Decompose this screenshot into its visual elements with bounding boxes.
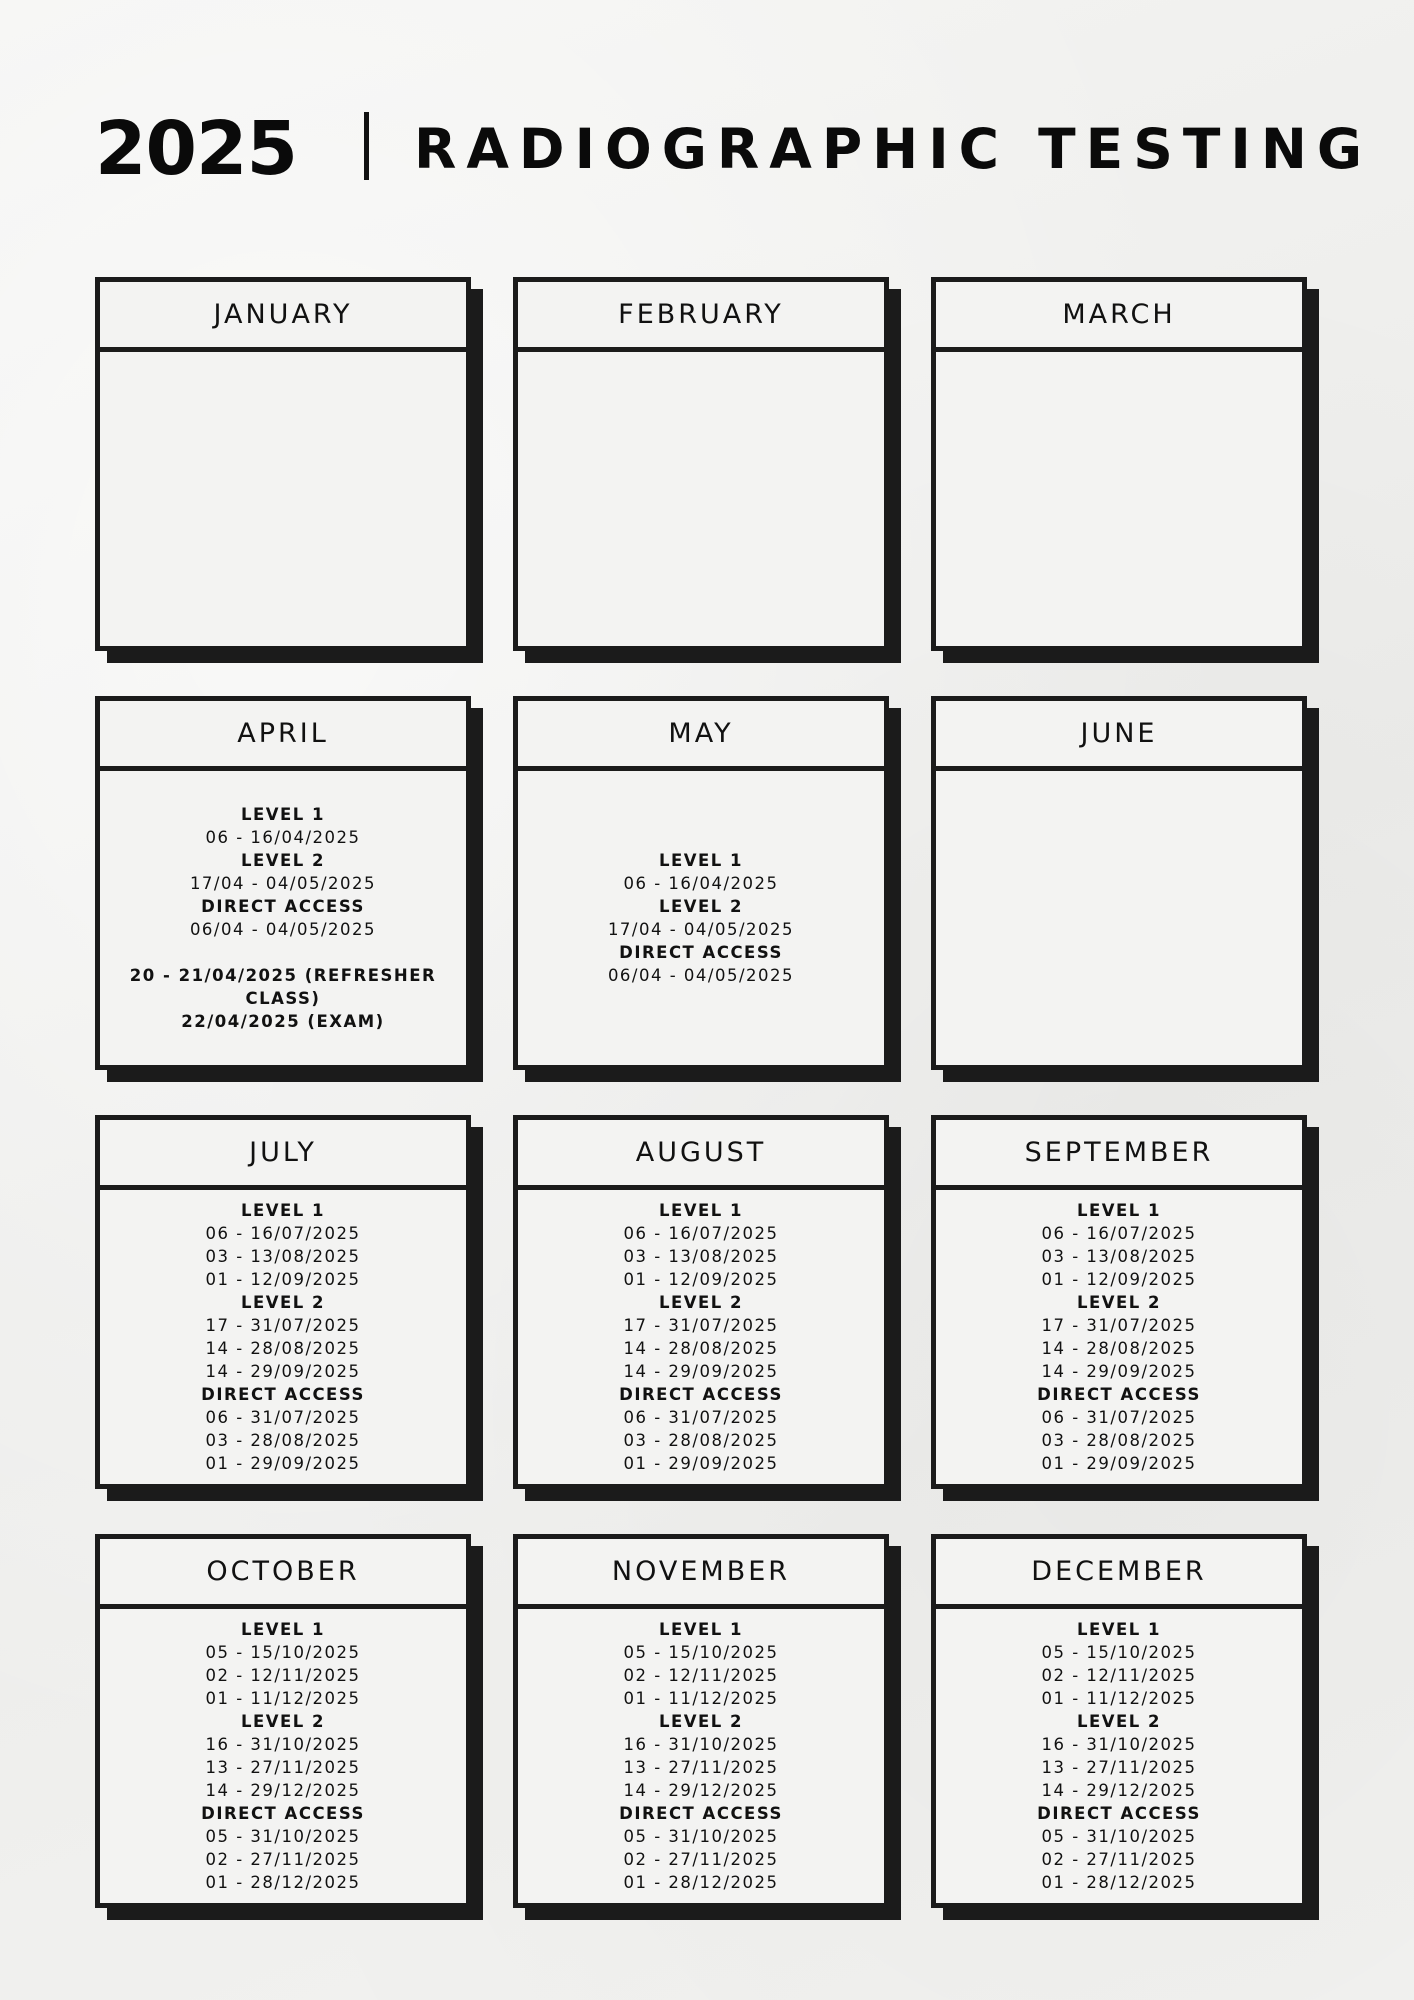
month-card-june: [931, 696, 1307, 1070]
schedule-heading: LEVEL 2: [240, 1712, 326, 1731]
schedule-date: 01 - 29/09/2025: [623, 1454, 779, 1473]
schedule-date: 17/04 - 04/05/2025: [189, 874, 377, 893]
schedule-heading: DIRECT ACCESS: [1037, 1804, 1201, 1823]
month-title: AUGUST: [518, 1120, 884, 1190]
schedule-date: 03 - 28/08/2025: [623, 1431, 779, 1450]
schedule-date: 06/04 - 04/05/2025: [189, 920, 377, 939]
schedule-date: 05 - 31/10/2025: [205, 1827, 361, 1846]
schedule-heading: LEVEL 1: [240, 1620, 326, 1639]
schedule-date: 14 - 29/09/2025: [1041, 1362, 1197, 1381]
month-card-january: [95, 277, 471, 651]
schedule-date: 06 - 16/07/2025: [1041, 1224, 1197, 1243]
card-box: [95, 1534, 471, 1908]
page-title: RADIOGRAPHIC TESTING: [414, 117, 1373, 181]
schedule-heading: LEVEL 2: [1076, 1712, 1162, 1731]
page-header: [0, 0, 1414, 200]
schedule-date: 01 - 11/12/2025: [623, 1689, 779, 1708]
schedule-date: 01 - 28/12/2025: [205, 1873, 361, 1892]
schedule-date: 02 - 27/11/2025: [1041, 1850, 1197, 1869]
month-card-april: [95, 696, 471, 1070]
schedule-heading: LEVEL 2: [1076, 1293, 1162, 1312]
card-box: [513, 696, 889, 1070]
schedule-heading: CLASS): [245, 989, 321, 1008]
schedule-date: 14 - 29/09/2025: [623, 1362, 779, 1381]
schedule-date: 13 - 27/11/2025: [623, 1758, 779, 1777]
schedule-date: 06 - 31/07/2025: [1041, 1408, 1197, 1427]
schedule-heading: LEVEL 2: [658, 1712, 744, 1731]
schedule-date: 14 - 28/08/2025: [1041, 1339, 1197, 1358]
schedule-heading: LEVEL 1: [658, 1201, 744, 1220]
schedule-date: 02 - 12/11/2025: [623, 1666, 779, 1685]
schedule-date: 13 - 27/11/2025: [1041, 1758, 1197, 1777]
schedule-date: 03 - 28/08/2025: [1041, 1431, 1197, 1450]
month-schedule: [518, 1609, 884, 1903]
schedule-heading: DIRECT ACCESS: [201, 1804, 365, 1823]
header-divider: [364, 112, 369, 180]
month-card-december: [931, 1534, 1307, 1908]
schedule-date: 06 - 16/07/2025: [623, 1224, 779, 1243]
schedule-heading: LEVEL 2: [240, 851, 326, 870]
card-box: [931, 277, 1307, 651]
card-box: [95, 696, 471, 1070]
schedule-heading: LEVEL 1: [658, 1620, 744, 1639]
schedule-heading: LEVEL 1: [658, 851, 744, 870]
schedule-date: 03 - 13/08/2025: [1041, 1247, 1197, 1266]
month-schedule: [518, 771, 884, 1065]
schedule-date: 01 - 11/12/2025: [1041, 1689, 1197, 1708]
schedule-date: 06 - 16/04/2025: [623, 874, 779, 893]
schedule-date: 01 - 12/09/2025: [205, 1270, 361, 1289]
month-title: JANUARY: [100, 282, 466, 352]
schedule-heading: LEVEL 1: [240, 1201, 326, 1220]
schedule-date: 02 - 27/11/2025: [623, 1850, 779, 1869]
card-box: [931, 1115, 1307, 1489]
schedule-date: 02 - 27/11/2025: [205, 1850, 361, 1869]
year-heading: 2025: [95, 106, 297, 192]
card-box: [95, 277, 471, 651]
schedule-date: 17 - 31/07/2025: [623, 1316, 779, 1335]
schedule-date: 05 - 15/10/2025: [623, 1643, 779, 1662]
card-box: [95, 1115, 471, 1489]
schedule-date: 14 - 29/12/2025: [623, 1781, 779, 1800]
schedule-heading: LEVEL 2: [240, 1293, 326, 1312]
schedule-date: 17/04 - 04/05/2025: [607, 920, 795, 939]
schedule-heading: LEVEL 1: [1076, 1201, 1162, 1220]
month-title: FEBRUARY: [518, 282, 884, 352]
schedule-heading: LEVEL 1: [1076, 1620, 1162, 1639]
schedule-date: 14 - 29/12/2025: [1041, 1781, 1197, 1800]
month-title: NOVEMBER: [518, 1539, 884, 1609]
schedule-date: 05 - 15/10/2025: [205, 1643, 361, 1662]
month-card-august: [513, 1115, 889, 1489]
month-title: MAY: [518, 701, 884, 771]
schedule-heading: DIRECT ACCESS: [201, 1385, 365, 1404]
schedule-date: 02 - 12/11/2025: [1041, 1666, 1197, 1685]
month-schedule: [936, 1190, 1302, 1484]
schedule-date: 03 - 28/08/2025: [205, 1431, 361, 1450]
month-schedule: [100, 352, 466, 646]
schedule-date: 05 - 15/10/2025: [1041, 1643, 1197, 1662]
month-title: SEPTEMBER: [936, 1120, 1302, 1190]
schedule-date: 14 - 28/08/2025: [205, 1339, 361, 1358]
schedule-heading: DIRECT ACCESS: [619, 943, 783, 962]
schedule-date: 06 - 31/07/2025: [623, 1408, 779, 1427]
month-title: APRIL: [100, 701, 466, 771]
month-card-may: [513, 696, 889, 1070]
month-card-march: [931, 277, 1307, 651]
schedule-date: 05 - 31/10/2025: [1041, 1827, 1197, 1846]
month-card-september: [931, 1115, 1307, 1489]
card-box: [513, 1534, 889, 1908]
schedule-date: 01 - 28/12/2025: [623, 1873, 779, 1892]
schedule-date: 17 - 31/07/2025: [205, 1316, 361, 1335]
month-title: MARCH: [936, 282, 1302, 352]
month-card-february: [513, 277, 889, 651]
month-schedule: [518, 352, 884, 646]
schedule-date: 06/04 - 04/05/2025: [607, 966, 795, 985]
card-box: [513, 277, 889, 651]
schedule-date: 16 - 31/10/2025: [1041, 1735, 1197, 1754]
schedule-heading: 20 - 21/04/2025 (REFRESHER: [129, 966, 437, 985]
month-card-october: [95, 1534, 471, 1908]
schedule-date: 01 - 29/09/2025: [1041, 1454, 1197, 1473]
month-schedule: [100, 1609, 466, 1903]
card-box: [931, 1534, 1307, 1908]
month-title: OCTOBER: [100, 1539, 466, 1609]
schedule-date: 03 - 13/08/2025: [205, 1247, 361, 1266]
month-title: JUNE: [936, 701, 1302, 771]
month-schedule: [936, 771, 1302, 1065]
schedule-date: 05 - 31/10/2025: [623, 1827, 779, 1846]
schedule-date: 01 - 12/09/2025: [1041, 1270, 1197, 1289]
month-title: JULY: [100, 1120, 466, 1190]
schedule-date: 01 - 29/09/2025: [205, 1454, 361, 1473]
schedule-date: 14 - 29/12/2025: [205, 1781, 361, 1800]
schedule-date: 02 - 12/11/2025: [205, 1666, 361, 1685]
schedule-date: 16 - 31/10/2025: [623, 1735, 779, 1754]
schedule-date: 01 - 28/12/2025: [1041, 1873, 1197, 1892]
schedule-heading: LEVEL 1: [240, 805, 326, 824]
schedule-heading: DIRECT ACCESS: [201, 897, 365, 916]
schedule-date: 03 - 13/08/2025: [623, 1247, 779, 1266]
month-schedule: [936, 352, 1302, 646]
schedule-heading: LEVEL 2: [658, 1293, 744, 1312]
month-schedule: [100, 1190, 466, 1484]
schedule-date: 13 - 27/11/2025: [205, 1758, 361, 1777]
card-box: [513, 1115, 889, 1489]
schedule-date: 06 - 31/07/2025: [205, 1408, 361, 1427]
card-box: [931, 696, 1307, 1070]
schedule-date: 16 - 31/10/2025: [205, 1735, 361, 1754]
schedule-heading: DIRECT ACCESS: [619, 1385, 783, 1404]
month-schedule: [936, 1609, 1302, 1903]
schedule-date: 14 - 29/09/2025: [205, 1362, 361, 1381]
schedule-heading: DIRECT ACCESS: [1037, 1385, 1201, 1404]
schedule-date: 06 - 16/04/2025: [205, 828, 361, 847]
schedule-date: 06 - 16/07/2025: [205, 1224, 361, 1243]
month-card-november: [513, 1534, 889, 1908]
schedule-heading: LEVEL 2: [658, 897, 744, 916]
month-card-july: [95, 1115, 471, 1489]
schedule-date: 01 - 12/09/2025: [623, 1270, 779, 1289]
schedule-heading: 22/04/2025 (EXAM): [181, 1012, 385, 1031]
month-schedule: [518, 1190, 884, 1484]
month-schedule: [100, 771, 466, 1065]
schedule-date: 01 - 11/12/2025: [205, 1689, 361, 1708]
month-title: DECEMBER: [936, 1539, 1302, 1609]
schedule-date: 17 - 31/07/2025: [1041, 1316, 1197, 1335]
schedule-heading: DIRECT ACCESS: [619, 1804, 783, 1823]
schedule-date: 14 - 28/08/2025: [623, 1339, 779, 1358]
